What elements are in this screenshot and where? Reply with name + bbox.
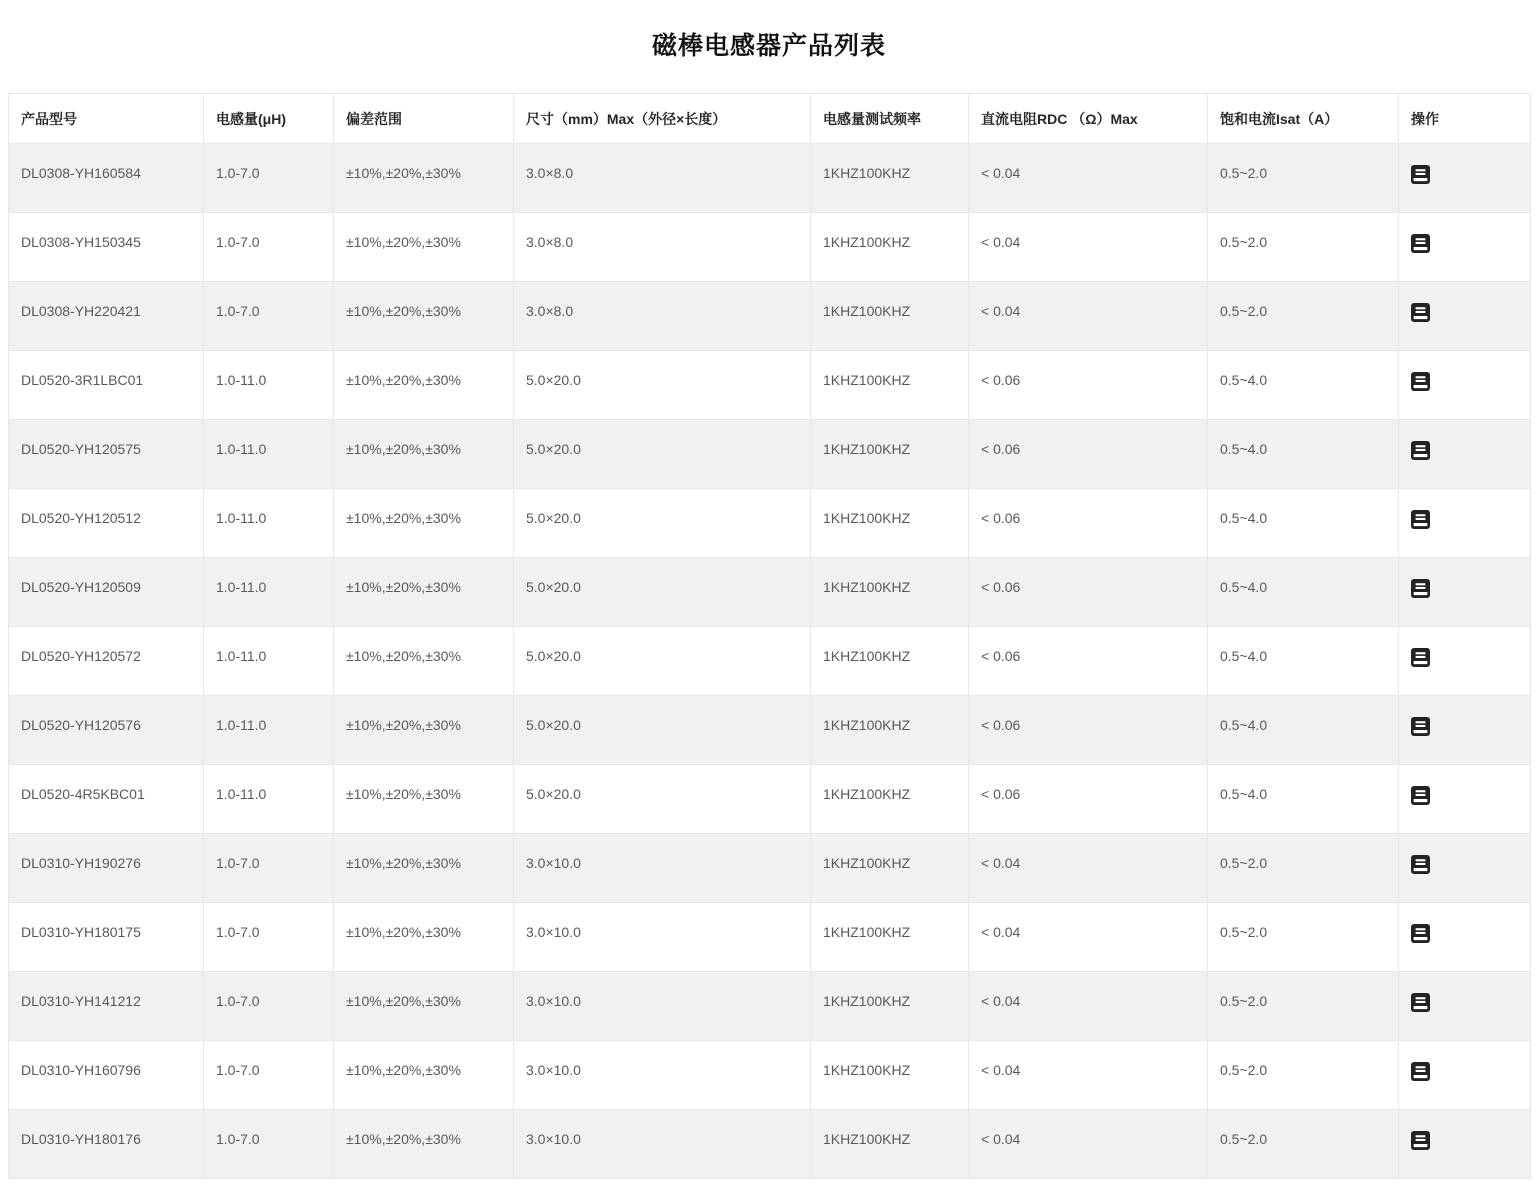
cell-isat: 0.5~2.0 [1208, 972, 1399, 1041]
cell-test-freq: 1KHZ100KHZ [811, 972, 969, 1041]
cell-tolerance: ±10%,±20%,±30% [334, 351, 514, 420]
cell-size: 3.0×10.0 [514, 1110, 811, 1179]
cell-isat: 0.5~4.0 [1208, 627, 1399, 696]
table-row [9, 972, 1531, 1041]
cell-isat: 0.5~2.0 [1208, 282, 1399, 351]
cell-inductance: 1.0-11.0 [204, 696, 334, 765]
cell-test-freq: 1KHZ100KHZ [811, 765, 969, 834]
view-datasheet-button[interactable] [1411, 924, 1430, 943]
view-datasheet-button[interactable] [1411, 372, 1430, 391]
cell-test-freq: 1KHZ100KHZ [811, 627, 969, 696]
cell-size: 3.0×8.0 [514, 144, 811, 213]
cell-test-freq: 1KHZ100KHZ [811, 1041, 969, 1110]
table-row [9, 213, 1531, 282]
col-header-size: 尺寸（mm）Max（外径×长度） [514, 94, 811, 144]
cell-isat: 0.5~2.0 [1208, 144, 1399, 213]
table-body [9, 144, 1531, 1179]
cell-action [1399, 1110, 1531, 1179]
table-row [9, 558, 1531, 627]
datasheet-icon [1411, 241, 1430, 256]
cell-size: 5.0×20.0 [514, 696, 811, 765]
cell-size: 3.0×8.0 [514, 213, 811, 282]
cell-size: 3.0×10.0 [514, 972, 811, 1041]
view-datasheet-button[interactable] [1411, 441, 1430, 460]
col-header-test-freq: 电感量测试频率 [811, 94, 969, 144]
datasheet-icon [1411, 448, 1430, 463]
cell-test-freq: 1KHZ100KHZ [811, 558, 969, 627]
cell-model: DL0308-YH160584 [9, 144, 204, 213]
cell-inductance: 1.0-11.0 [204, 627, 334, 696]
cell-action [1399, 903, 1531, 972]
cell-isat: 0.5~2.0 [1208, 834, 1399, 903]
view-datasheet-button[interactable] [1411, 855, 1430, 874]
cell-action [1399, 765, 1531, 834]
table-header [9, 94, 1531, 144]
cell-inductance: 1.0-11.0 [204, 765, 334, 834]
cell-rdc: < 0.06 [969, 489, 1208, 558]
cell-isat: 0.5~4.0 [1208, 558, 1399, 627]
datasheet-icon [1411, 310, 1430, 325]
table-row [9, 1110, 1531, 1179]
cell-tolerance: ±10%,±20%,±30% [334, 972, 514, 1041]
datasheet-icon [1411, 586, 1430, 601]
cell-test-freq: 1KHZ100KHZ [811, 282, 969, 351]
product-table [8, 93, 1531, 1179]
cell-action [1399, 627, 1531, 696]
table-row [9, 144, 1531, 213]
view-datasheet-button[interactable] [1411, 234, 1430, 253]
cell-isat: 0.5~2.0 [1208, 1110, 1399, 1179]
datasheet-icon [1411, 172, 1430, 187]
cell-rdc: < 0.04 [969, 903, 1208, 972]
cell-tolerance: ±10%,±20%,±30% [334, 489, 514, 558]
cell-inductance: 1.0-11.0 [204, 558, 334, 627]
view-datasheet-button[interactable] [1411, 648, 1430, 667]
view-datasheet-button[interactable] [1411, 993, 1430, 1012]
cell-isat: 0.5~2.0 [1208, 213, 1399, 282]
cell-tolerance: ±10%,±20%,±30% [334, 420, 514, 489]
datasheet-icon [1411, 931, 1430, 946]
cell-action [1399, 351, 1531, 420]
cell-test-freq: 1KHZ100KHZ [811, 144, 969, 213]
cell-action [1399, 1041, 1531, 1110]
cell-rdc: < 0.04 [969, 213, 1208, 282]
cell-isat: 0.5~4.0 [1208, 489, 1399, 558]
cell-test-freq: 1KHZ100KHZ [811, 1110, 969, 1179]
view-datasheet-button[interactable] [1411, 1062, 1430, 1081]
datasheet-icon [1411, 1000, 1430, 1015]
cell-tolerance: ±10%,±20%,±30% [334, 1041, 514, 1110]
cell-test-freq: 1KHZ100KHZ [811, 351, 969, 420]
cell-action [1399, 282, 1531, 351]
cell-tolerance: ±10%,±20%,±30% [334, 903, 514, 972]
cell-size: 5.0×20.0 [514, 420, 811, 489]
cell-rdc: < 0.04 [969, 1041, 1208, 1110]
cell-size: 5.0×20.0 [514, 765, 811, 834]
col-header-isat: 饱和电流Isat（A） [1208, 94, 1399, 144]
cell-model: DL0520-4R5KBC01 [9, 765, 204, 834]
cell-test-freq: 1KHZ100KHZ [811, 420, 969, 489]
cell-rdc: < 0.04 [969, 282, 1208, 351]
cell-test-freq: 1KHZ100KHZ [811, 489, 969, 558]
cell-model: DL0520-3R1LBC01 [9, 351, 204, 420]
cell-model: DL0308-YH220421 [9, 282, 204, 351]
cell-size: 3.0×10.0 [514, 1041, 811, 1110]
cell-model: DL0520-YH120572 [9, 627, 204, 696]
cell-isat: 0.5~4.0 [1208, 420, 1399, 489]
datasheet-icon [1411, 517, 1430, 532]
cell-test-freq: 1KHZ100KHZ [811, 903, 969, 972]
cell-tolerance: ±10%,±20%,±30% [334, 1110, 514, 1179]
view-datasheet-button[interactable] [1411, 165, 1430, 184]
table-row [9, 351, 1531, 420]
col-header-action: 操作 [1399, 94, 1531, 144]
col-header-tolerance: 偏差范围 [334, 94, 514, 144]
cell-inductance: 1.0-11.0 [204, 489, 334, 558]
table-row [9, 696, 1531, 765]
cell-model: DL0310-YH180176 [9, 1110, 204, 1179]
product-table-container [8, 93, 1530, 1179]
cell-rdc: < 0.06 [969, 558, 1208, 627]
cell-tolerance: ±10%,±20%,±30% [334, 834, 514, 903]
cell-rdc: < 0.04 [969, 972, 1208, 1041]
cell-test-freq: 1KHZ100KHZ [811, 696, 969, 765]
cell-inductance: 1.0-11.0 [204, 420, 334, 489]
cell-tolerance: ±10%,±20%,±30% [334, 558, 514, 627]
cell-inductance: 1.0-7.0 [204, 1110, 334, 1179]
cell-test-freq: 1KHZ100KHZ [811, 834, 969, 903]
cell-model: DL0520-YH120576 [9, 696, 204, 765]
cell-inductance: 1.0-11.0 [204, 351, 334, 420]
cell-tolerance: ±10%,±20%,±30% [334, 696, 514, 765]
view-datasheet-button[interactable] [1411, 303, 1430, 322]
table-row [9, 282, 1531, 351]
cell-rdc: < 0.06 [969, 696, 1208, 765]
cell-inductance: 1.0-7.0 [204, 144, 334, 213]
col-header-inductance: 电感量(μH) [204, 94, 334, 144]
cell-action [1399, 144, 1531, 213]
cell-action [1399, 420, 1531, 489]
cell-rdc: < 0.04 [969, 1110, 1208, 1179]
datasheet-icon [1411, 379, 1430, 394]
cell-tolerance: ±10%,±20%,±30% [334, 627, 514, 696]
cell-inductance: 1.0-7.0 [204, 1041, 334, 1110]
datasheet-icon [1411, 862, 1430, 877]
cell-inductance: 1.0-7.0 [204, 834, 334, 903]
view-datasheet-button[interactable] [1411, 717, 1430, 736]
cell-isat: 0.5~2.0 [1208, 903, 1399, 972]
col-header-rdc: 直流电阻RDC （Ω）Max [969, 94, 1208, 144]
cell-size: 3.0×8.0 [514, 282, 811, 351]
table-row [9, 1041, 1531, 1110]
view-datasheet-button[interactable] [1411, 510, 1430, 529]
view-datasheet-button[interactable] [1411, 786, 1430, 805]
table-row [9, 903, 1531, 972]
col-header-model: 产品型号 [9, 94, 204, 144]
cell-rdc: < 0.04 [969, 834, 1208, 903]
cell-rdc: < 0.06 [969, 351, 1208, 420]
cell-model: DL0310-YH180175 [9, 903, 204, 972]
cell-tolerance: ±10%,±20%,±30% [334, 765, 514, 834]
cell-model: DL0520-YH120575 [9, 420, 204, 489]
table-row [9, 420, 1531, 489]
cell-rdc: < 0.06 [969, 765, 1208, 834]
datasheet-icon [1411, 724, 1430, 739]
cell-size: 3.0×10.0 [514, 903, 811, 972]
view-datasheet-button[interactable] [1411, 579, 1430, 598]
cell-model: DL0310-YH141212 [9, 972, 204, 1041]
cell-tolerance: ±10%,±20%,±30% [334, 213, 514, 282]
cell-isat: 0.5~2.0 [1208, 1041, 1399, 1110]
cell-inductance: 1.0-7.0 [204, 213, 334, 282]
cell-rdc: < 0.04 [969, 144, 1208, 213]
table-row [9, 627, 1531, 696]
datasheet-icon [1411, 1069, 1430, 1084]
cell-model: DL0310-YH190276 [9, 834, 204, 903]
cell-action [1399, 972, 1531, 1041]
page-title: 磁棒电感器产品列表 [651, 32, 886, 60]
cell-inductance: 1.0-7.0 [204, 282, 334, 351]
cell-isat: 0.5~4.0 [1208, 696, 1399, 765]
cell-model: DL0308-YH150345 [9, 213, 204, 282]
cell-action [1399, 213, 1531, 282]
view-datasheet-button[interactable] [1411, 1131, 1430, 1150]
cell-model: DL0520-YH120512 [9, 489, 204, 558]
cell-action [1399, 489, 1531, 558]
datasheet-icon [1411, 1138, 1430, 1153]
cell-inductance: 1.0-7.0 [204, 903, 334, 972]
cell-test-freq: 1KHZ100KHZ [811, 213, 969, 282]
cell-size: 5.0×20.0 [514, 489, 811, 558]
cell-isat: 0.5~4.0 [1208, 351, 1399, 420]
datasheet-icon [1411, 655, 1430, 670]
cell-rdc: < 0.06 [969, 420, 1208, 489]
cell-action [1399, 696, 1531, 765]
cell-size: 3.0×10.0 [514, 834, 811, 903]
cell-size: 5.0×20.0 [514, 558, 811, 627]
table-row [9, 765, 1531, 834]
cell-tolerance: ±10%,±20%,±30% [334, 144, 514, 213]
cell-inductance: 1.0-7.0 [204, 972, 334, 1041]
cell-rdc: < 0.06 [969, 627, 1208, 696]
table-row [9, 834, 1531, 903]
table-header-row [9, 94, 1531, 144]
cell-action [1399, 558, 1531, 627]
table-row [9, 489, 1531, 558]
cell-tolerance: ±10%,±20%,±30% [334, 282, 514, 351]
cell-size: 5.0×20.0 [514, 627, 811, 696]
cell-action [1399, 834, 1531, 903]
cell-model: DL0310-YH160796 [9, 1041, 204, 1110]
cell-isat: 0.5~4.0 [1208, 765, 1399, 834]
cell-model: DL0520-YH120509 [9, 558, 204, 627]
datasheet-icon [1411, 793, 1430, 808]
cell-size: 5.0×20.0 [514, 351, 811, 420]
